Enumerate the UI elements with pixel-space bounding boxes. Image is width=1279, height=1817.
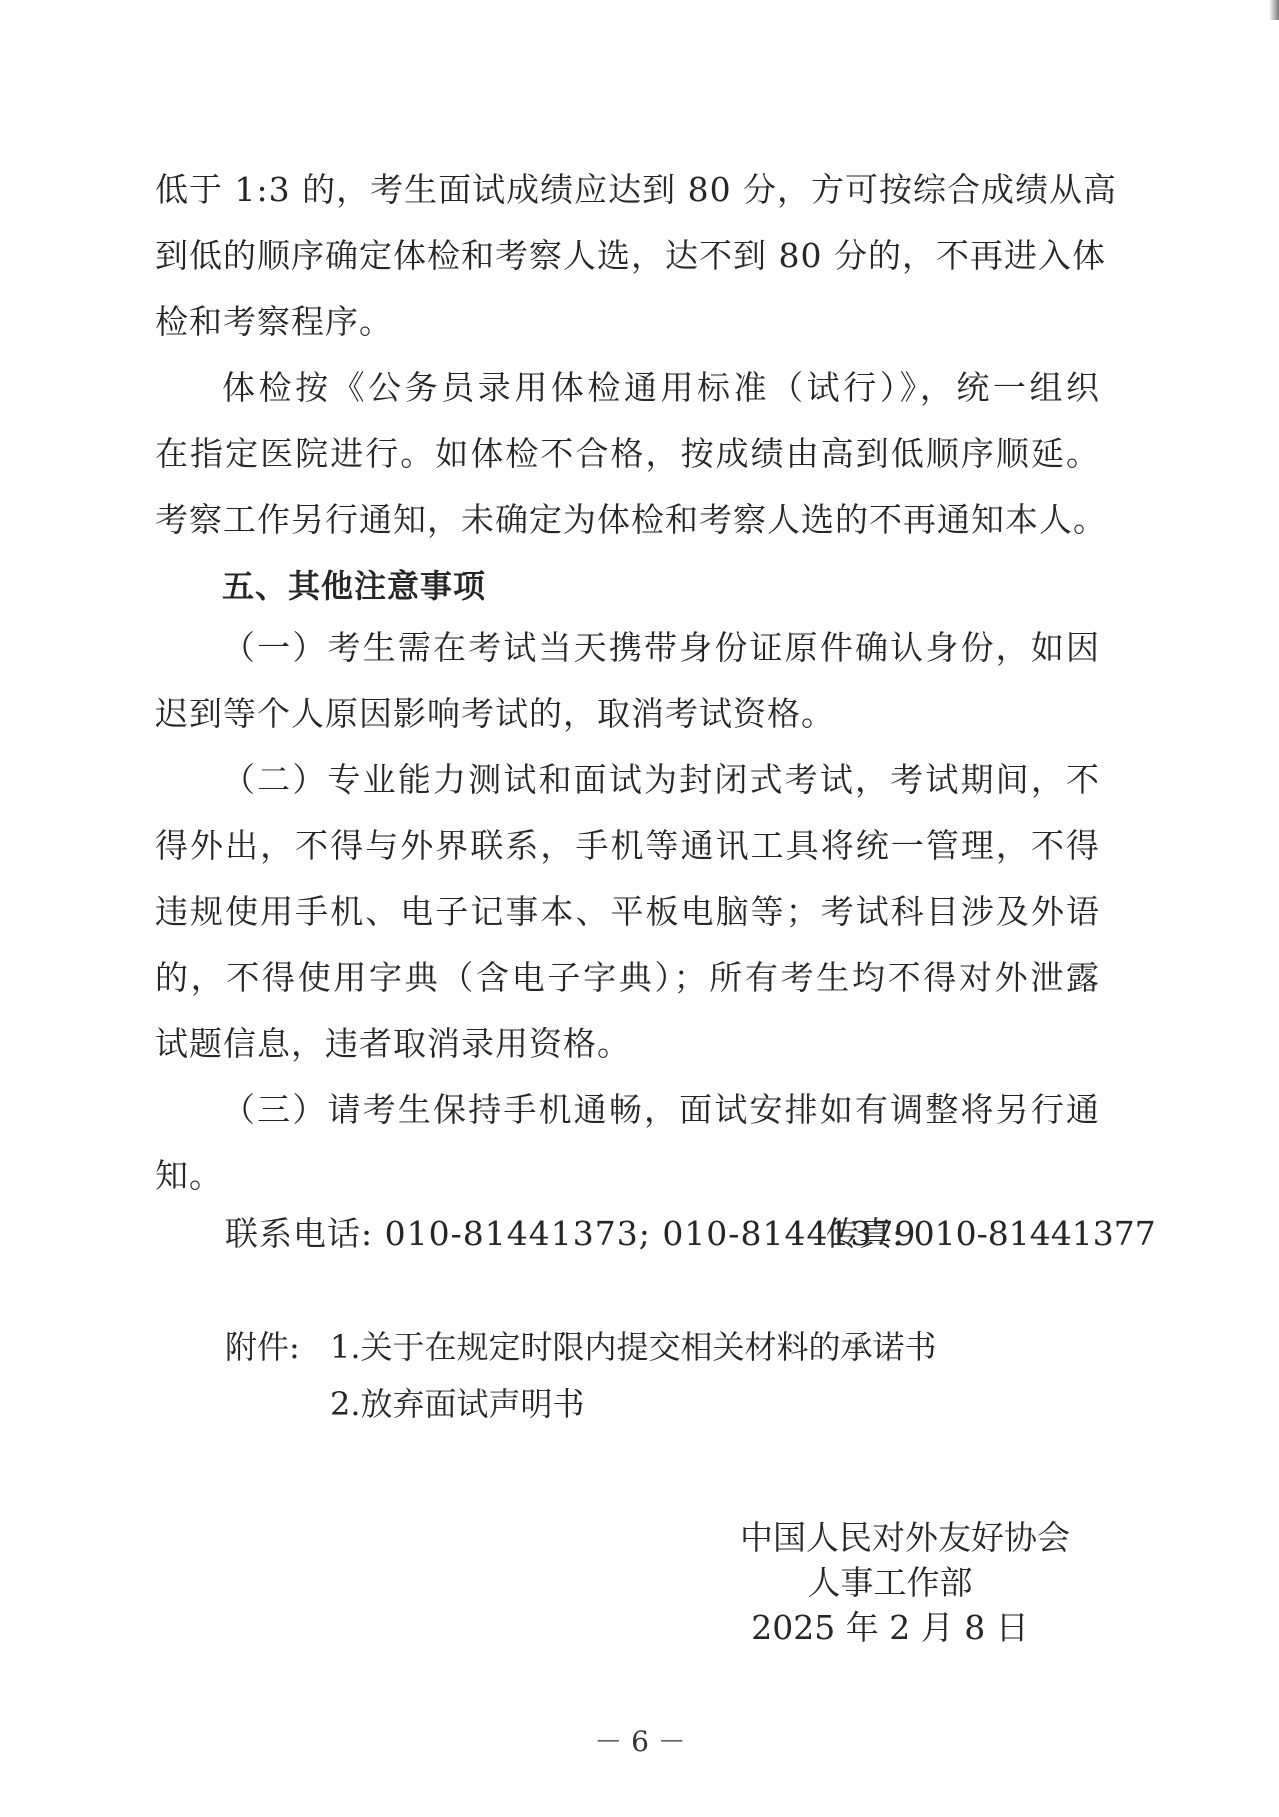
signature-date: 2025 年 2 月 8 日 (751, 1608, 1029, 1647)
notice-item-line: 违规使用手机、电子记事本、平板电脑等；考试科目涉及外语 (155, 892, 1100, 931)
notice-item-line: 得外出，不得与外界联系，手机等通讯工具将统一管理，不得 (155, 826, 1100, 865)
notice-item-line: 迟到等个人原因影响考试的，取消考试资格。 (155, 694, 835, 733)
contact-phone: 联系电话: 010-81441373; 010-81441379 (225, 1214, 917, 1253)
signature-department: 人事工作部 (807, 1563, 973, 1602)
section-heading: 五、其他注意事项 (222, 567, 487, 605)
paragraph-line: 在指定医院进行。如体检不合格，按成绩由高到低顺序顺延。 (155, 434, 1100, 473)
notice-item-line: （二）专业能力测试和面试为封闭式考试，考试期间，不 (222, 760, 1100, 799)
paragraph-line: 考察工作另行通知，未确定为体检和考察人选的不再通知本人。 (155, 500, 1107, 539)
notice-item-line: 知。 (155, 1156, 223, 1195)
signature-organization: 中国人民对外友好协会 (740, 1518, 1070, 1557)
paragraph-line: 检和考察程序。 (155, 302, 393, 341)
page-number: － 6 － (594, 1725, 686, 1758)
paragraph-line: 低于 1:3 的，考生面试成绩应达到 80 分，方可按综合成绩从高 (155, 170, 1118, 209)
notice-item-line: 的，不得使用字典（含电子字典）；所有考生均不得对外泄露 (155, 958, 1100, 997)
attachment-item: 1.关于在规定时限内提交相关材料的承诺书 (330, 1328, 937, 1366)
paragraph-line: 到低的顺序确定体检和考察人选，达不到 80 分的，不再进入体 (155, 236, 1106, 275)
attachment-item: 2.放弃面试声明书 (330, 1385, 585, 1423)
notice-item-line: 试题信息，违者取消录用资格。 (155, 1024, 631, 1063)
attachments-label: 附件: (225, 1328, 300, 1366)
scan-corner-shadow (1269, 0, 1279, 20)
notice-item-line: （一）考生需在考试当天携带身份证原件确认身份，如因 (222, 628, 1100, 667)
notice-item-line: （三）请考生保持手机通畅，面试安排如有调整将另行通 (222, 1090, 1100, 1129)
paragraph-line: 体检按《公务员录用体检通用标准（试行）》，统一组织 (222, 368, 1100, 407)
contact-fax: 传真: 010-81441377 (826, 1214, 1156, 1253)
